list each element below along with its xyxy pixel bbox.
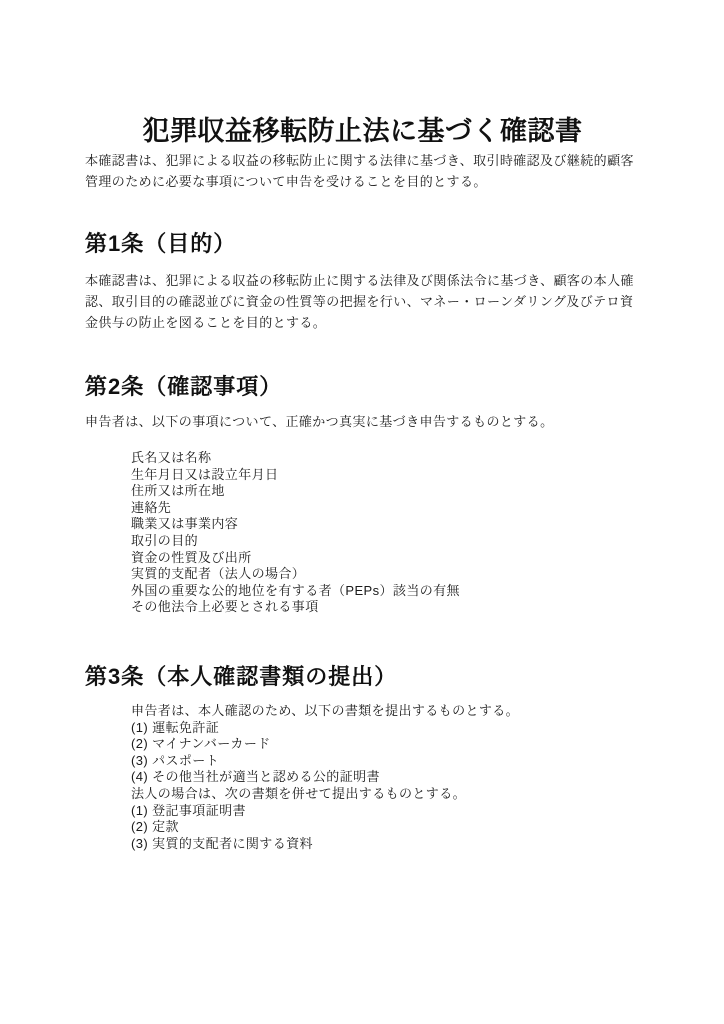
article-1-body: 本確認書は、犯罪による収益の移転防止に関する法律及び関係法令に基づき、顧客の本人確認、取引目的の確認並びに資金の性質等の把握を行い、マネー・ローンダリング及びテロ資金供与の防止を図ることを目的とする。	[85, 273, 634, 330]
list-item: 住所又は所在地	[131, 483, 225, 499]
list-item: 資金の性質及び出所	[131, 549, 252, 565]
confirmation-items-list	[131, 450, 640, 616]
article-1-purpose	[85, 230, 640, 333]
list-item: (3) パスポート	[131, 752, 220, 768]
list-item: (2) 定款	[131, 819, 179, 835]
identity-documents-list	[131, 703, 640, 852]
list-item: 生年月日又は設立年月日	[131, 466, 279, 482]
list-item: 取引の目的	[131, 532, 199, 548]
list-item: (1) 運転免許証	[131, 719, 220, 735]
article-2-heading: 第2条（確認事項）	[85, 374, 283, 399]
article-1-heading: 第1条（目的）	[85, 231, 237, 256]
list-item: 職業又は事業内容	[131, 516, 239, 532]
list-item: 氏名又は名称	[131, 450, 212, 465]
list-item: (1) 登記事項証明書	[131, 802, 246, 818]
list-item: (3) 実質的支配者に関する資料	[131, 835, 313, 851]
page-title: 犯罪収益移転防止法に基づく確認書	[142, 116, 583, 146]
article-2-confirmation-items	[85, 373, 640, 616]
list-item: 連絡先	[131, 499, 172, 515]
article-3-heading: 第3条（本人確認書類の提出）	[85, 663, 398, 689]
list-item: 外国の重要な公的地位を有する者（PEPs）該当の有無	[131, 582, 460, 598]
list-item: 法人の場合は、次の書類を併せて提出するものとする。	[131, 785, 467, 801]
list-item: 実質的支配者（法人の場合）	[131, 566, 306, 582]
article-3-identity-documents	[85, 663, 640, 852]
list-item: その他法令上必要とされる事項	[131, 599, 319, 615]
list-item: 申告者は、本人確認のため、以下の書類を提出するものとする。	[131, 702, 520, 718]
list-item: (2) マイナンバーカード	[131, 736, 271, 752]
list-item: (4) その他当社が適当と認める公的証明書	[131, 769, 380, 785]
article-2-body: 申告者は、以下の事項について、正確かつ真実に基づき申告するものとする。	[85, 414, 554, 429]
intro-paragraph: 本確認書は、犯罪による収益の移転防止に関する法律に基づき、取引時確認及び継続的顧客管理のために必要な事項について申告を受けることを目的とする。	[85, 153, 634, 189]
